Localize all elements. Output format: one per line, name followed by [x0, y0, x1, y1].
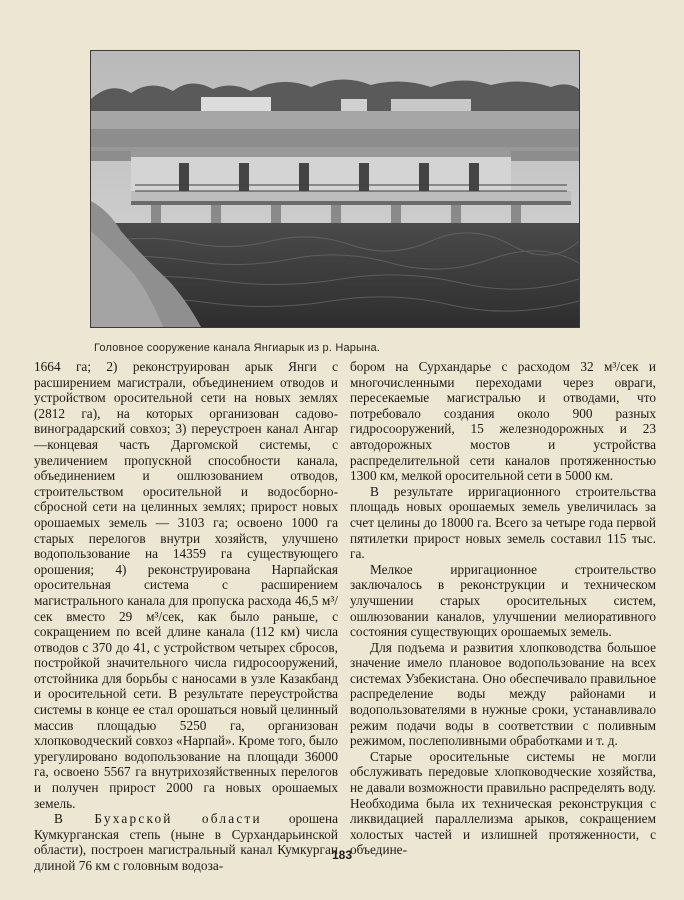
figure-caption: Головное сооружение канала Янгиарык из р. Нарына.	[94, 342, 381, 354]
page-number: 183	[331, 848, 353, 862]
dam-photo	[90, 50, 580, 328]
right-paragraph-3: Мелкое ирригационное строительство заключалось в реконструкции и техническом улучшении старых оросительных систем, ошлюзовании каналов, улучшении мелиоративного состояния существующих орошаемых земель.	[350, 561, 656, 640]
left-column	[34, 359, 338, 874]
right-paragraph-4: Для подъема и развития хлопководства большое значение имело плановое водопользование на всех системах Узбекистана. Оно обеспечивало правильное распределение воды между районами и водопользователями в нужные сроки, устанавливало режим подачи воды в соответствии с поливным режимом, послеполивными обработками и т. д.	[350, 639, 656, 749]
left-paragraph-2-text: орошена Кумкурганская степь (ныне в Сурхандарьинской области), построен магистральный канал Кумкурган длиной 76 км с головным водоза-	[34, 811, 338, 873]
region-heading: В Бухарской области	[54, 811, 262, 827]
right-paragraph-1: бором на Сурхандарье с расходом 32 м³/сек и многочисленными переходами через овраги, пересекаемые магистралью и отводами, что потребовало создания около 900 разных гидросооружений, 15 железнодорожных и 23 автодорожных мостов и устройства распределительной сети каналов протяженностью 1300 км, мелкой оросительной сети в 5000 км.	[350, 359, 656, 484]
left-paragraph-2	[34, 811, 338, 873]
right-paragraph-2: В результате ирригационного строительства площадь новых орошаемых земель увеличилась за счет целины до 18000 га. Всего за четыре года первой пятилетки прирост новых земель составил 115 тыс. га.	[350, 483, 656, 562]
right-column	[350, 359, 656, 858]
right-paragraph-5: Старые оросительные системы не могли обслуживать передовые хлопководческие хозяйства, не давали возможности правильно распределять воду. Необходима была их техническая реконструкция с ликвидацией параллелизма арыков, сокращением холостых частей и излишней протяженности, с объедине-	[350, 748, 656, 858]
left-paragraph-1: 1664 га; 2) реконструирован арык Янги с расширением магистрали, объединением отводов и устройством оросительной сети на новых землях (2812 га), на которых организован садово-виноградарский совхоз; 3) переустроен канал Ангар—концевая часть Даргомской системы, с увеличением пропускной способности канала, объединением и ошлюзованием отводов, строительством оросительной и водосборно-сбросной сети на целинных землях; прирост новых орошаемых земель — 3103 га; освоено 1000 га старых перелогов внутри хозяйств, улучшено водопользование на 14359 га существующего орошения; 4) реконструирована Нарпайская оросительная система с расширением магистрального канала для пропуска расхода 46,5 м³/сек вместо 29 м³/сек, как было раньше, с сокращением по всей длине канала (112 км) числа отводов с 370 до 41, с устройством четырех сбросов, постройкой значительного числа гидросооружений, отстойника для борьбы с наносами в узле Казакбанд и оросительной сети. В результате переустройства системы в конце ее стал орошаться новый целинный массив площадью 5250 га, организован хлопководческий совхоз «Нарпай». Кроме того, было урегулировано водопользование на площади 36000 га, освоено 5567 га внутрихозяйственных перелогов и получен прирост 2000 га новых орошаемых земель.	[34, 359, 338, 811]
